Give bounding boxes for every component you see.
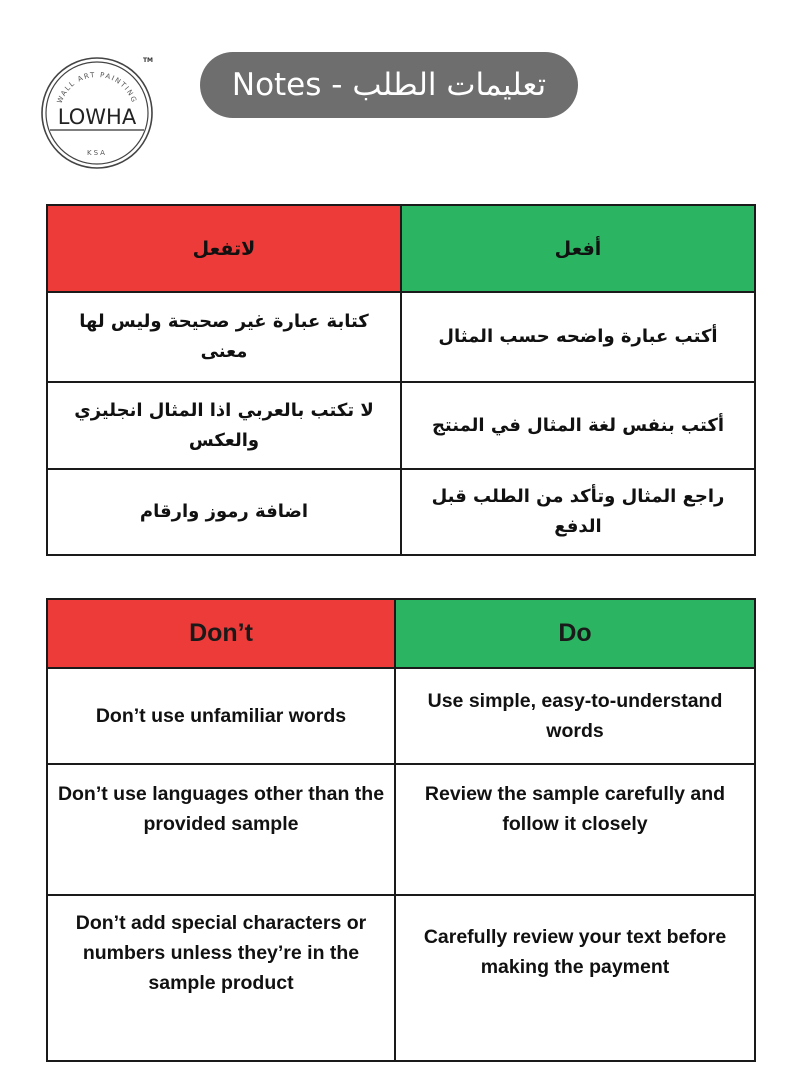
table-row <box>47 895 755 1061</box>
arabic-instructions-table <box>46 204 756 556</box>
page-title: Notes - تعليمات الطلب <box>231 67 547 103</box>
dont-cell: لا تكتب بالعربي اذا المثال انجليزي والعكس <box>47 382 401 469</box>
dont-cell: Don’t add special characters or numbers unless they’re in the sample product <box>47 895 395 1061</box>
dont-header: لاتفعل <box>47 205 401 292</box>
do-cell: Carefully review your text before making the payment <box>395 895 755 1061</box>
do-cell: أكتب بنفس لغة المثال في المنتج <box>401 382 755 469</box>
table-row <box>47 668 755 764</box>
page-title-banner <box>200 52 578 118</box>
table-row <box>47 292 755 382</box>
do-cell: أكتب عبارة واضحه حسب المثال <box>401 292 755 382</box>
table-row <box>47 469 755 555</box>
dont-cell: Don’t use languages other than the provided sample <box>47 764 395 895</box>
table-header-row <box>47 205 755 292</box>
table-row <box>47 764 755 895</box>
trademark-mark: TM <box>142 57 154 64</box>
do-cell: Review the sample carefully and follow it closely <box>395 764 755 895</box>
table-row <box>47 382 755 469</box>
do-cell: Use simple, easy-to-understand words <box>395 668 755 764</box>
dont-header: Don’t <box>47 599 395 668</box>
table-header-row <box>47 599 755 668</box>
dont-cell: كتابة عبارة غير صحيحة وليس لها معنى <box>47 292 401 382</box>
do-cell: راجع المثال وتأكد من الطلب قبل الدفع <box>401 469 755 555</box>
dont-cell: Don’t use unfamiliar words <box>47 668 395 764</box>
logo-arc-text: WALL ART PAINTING <box>55 70 139 105</box>
do-header: Do <box>395 599 755 668</box>
logo-region: KSA <box>87 149 107 157</box>
logo-brand: LOWHA <box>57 105 137 129</box>
dont-cell: اضافة رموز وارقام <box>47 469 401 555</box>
english-instructions-table <box>46 598 756 1062</box>
brand-logo <box>38 52 156 170</box>
do-header: أفعل <box>401 205 755 292</box>
